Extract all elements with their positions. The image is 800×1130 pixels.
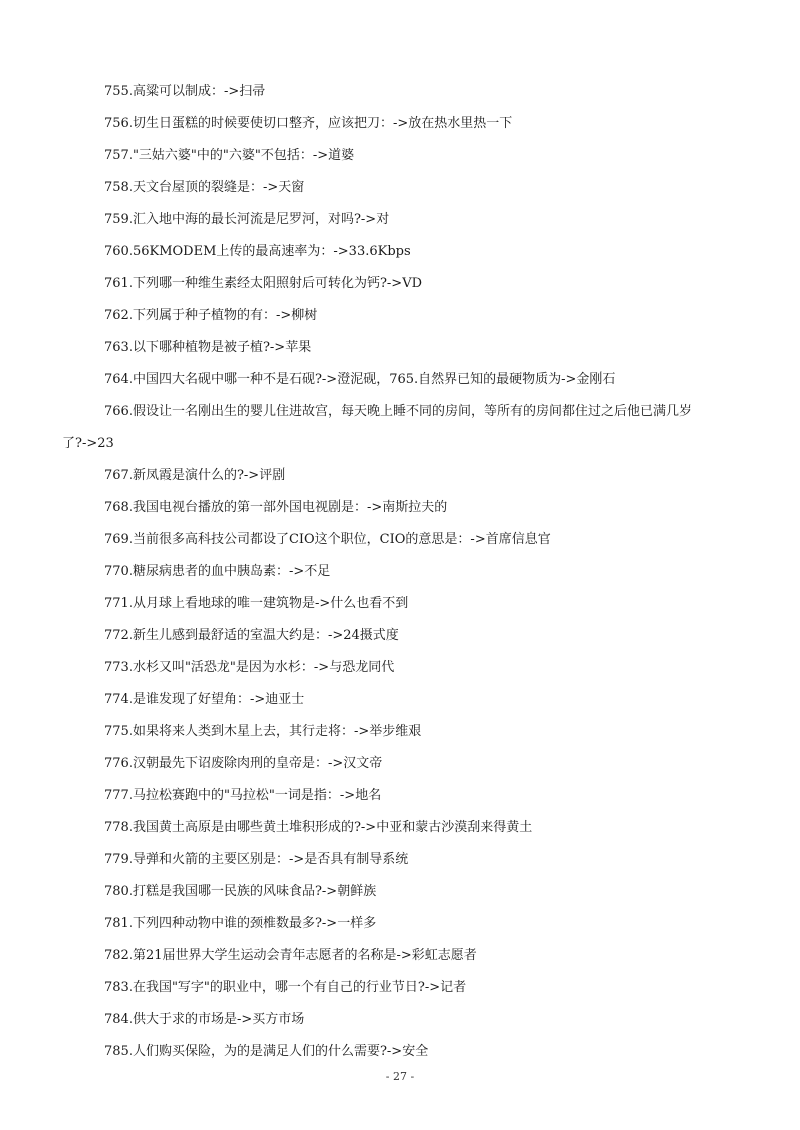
question-line-769: 769.当前很多高科技公司都设了CIO这个职位，CIO的意思是：->首席信息官: [104, 532, 551, 547]
question-line-757: 757."三姑六婆"中的"六婆"不包括：->道婆: [104, 148, 355, 163]
question-line-759: 759.汇入地中海的最长河流是尼罗河，对吗?->对: [104, 212, 390, 227]
question-line-771: 771.从月球上看地球的唯一建筑物是->什么也看不到: [104, 596, 409, 611]
question-line-781: 781.下列四种动物中谁的颈椎数最多?->一样多: [104, 916, 377, 931]
page-number: - 27 -: [385, 1070, 415, 1083]
question-line-778: 778.我国黄土高原是由哪些黄土堆积形成的?->中亚和蒙古沙漠刮来得黄土: [104, 820, 533, 835]
question-line-773: 773.水杉又叫"活恐龙"是因为水杉：->与恐龙同代: [104, 660, 395, 675]
question-line-760: 760.56KMODEM上传的最高速率为：->33.6Kbps: [104, 244, 411, 259]
question-line-766-continued: 了?->23: [62, 436, 114, 451]
question-line-756: 756.切生日蛋糕的时候要使切口整齐，应该把刀：->放在热水里热一下: [104, 116, 513, 131]
question-line-761: 761.下列哪一种维生素经太阳照射后可转化为钙?->VD: [104, 276, 423, 291]
question-line-755: 755.高粱可以制成：->扫帚: [104, 84, 266, 99]
question-line-777: 777.马拉松赛跑中的"马拉松"一词是指：->地名: [104, 788, 382, 803]
question-line-785: 785.人们购买保险，为的是满足人们的什么需要?->安全: [104, 1044, 429, 1059]
question-line-780: 780.打糕是我国哪一民族的风味食品?->朝鲜族: [104, 884, 377, 899]
question-line-776: 776.汉朝最先下诏废除肉刑的皇帝是：->汉文帝: [104, 756, 383, 771]
question-line-764: 764.中国四大名砚中哪一种不是石砚?->澄泥砚，765.自然界已知的最硬物质为->金刚石: [104, 372, 616, 387]
question-line-779: 779.导弹和火箭的主要区别是：->是否具有制导系统: [104, 852, 409, 867]
question-line-768: 768.我国电视台播放的第一部外国电视剧是：->南斯拉夫的: [104, 500, 448, 515]
question-line-763: 763.以下哪种植物是被子植?->苹果: [104, 340, 312, 355]
question-line-767: 767.新凤霞是演什么的?->评剧: [104, 468, 286, 483]
question-line-775: 775.如果将来人类到木星上去，其行走将：->举步维艰: [104, 724, 422, 739]
question-line-784: 784.供大于求的市场是->买方市场: [104, 1012, 305, 1027]
question-line-783: 783.在我国"写字"的职业中，哪一个有自己的行业节日?->记者: [104, 980, 467, 995]
question-line-774: 774.是谁发现了好望角：->迪亚士: [104, 692, 305, 707]
question-line-762: 762.下列属于种子植物的有：->柳树: [104, 308, 318, 323]
question-line-770: 770.糖尿病患者的血中胰岛素：->不足: [104, 564, 331, 579]
question-line-758: 758.天文台屋顶的裂缝是：->天窗: [104, 180, 305, 195]
question-line-766: 766.假设让一名刚出生的婴儿住进故宫，每天晚上睡不同的房间，等所有的房间都住过之后他已满几岁: [104, 404, 692, 419]
question-line-772: 772.新生儿感到最舒适的室温大约是：->24摄式度: [104, 628, 399, 643]
question-line-782: 782.第21届世界大学生运动会青年志愿者的名称是->彩虹志愿者: [104, 948, 477, 963]
